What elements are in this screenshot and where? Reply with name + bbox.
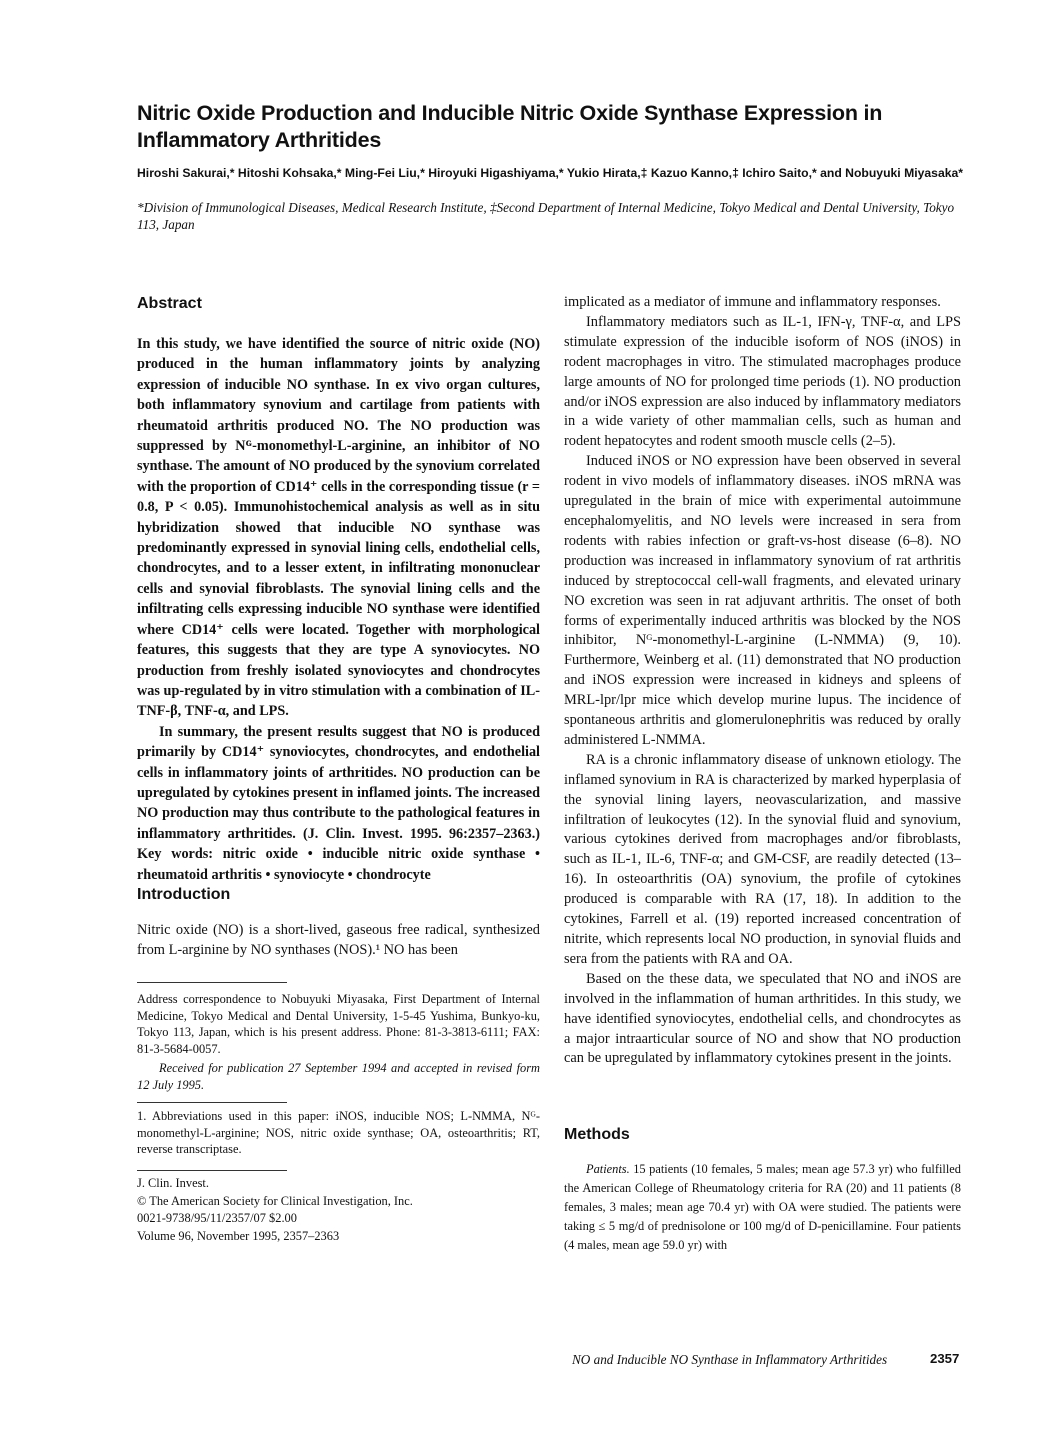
methods-heading: Methods <box>564 1126 630 1143</box>
introduction-paragraph: Nitric oxide (NO) is a short-lived, gaseous free radical, synthesized from L-arginine by NO synthases (NOS).¹ NO has been <box>137 922 540 958</box>
page-number: 2357 <box>930 1351 960 1366</box>
running-head: NO and Inducible NO Synthase in Inflammatory Arthritides <box>572 1352 888 1367</box>
abstract-paragraph: In this study, we have identified the source of nitric oxide (NO) produced in the human inflammatory joints by analyzing expression of inducible NO synthase. In ex vivo organ cultures, both inflammatory synovium and cartilage from patients with rheumatoid arthritis produced NO. The NO production was suppressed by Nᴳ-monomethyl-L-arginine, an inhibitor of NO synthase. The amount of NO produced by the synovium correlated with the proportion of CD14⁺ cells in the corresponding tissue (r = 0.8, P < 0.05). Immunohistochemical analysis as well as in situ hybridization showed that inducible NO synthase was predominantly expressed in synovial lining cells, endothelial cells, chondrocytes, and to a lesser extent, in infiltrating mononuclear cells and synovial fibroblasts. The synovial lining cells and the infiltrating cells expressing inducible NO synthase were identified where CD14⁺ cells were located. Together with morphological features, this suggests that they are type A synoviocytes. NO production from freshly isolated synoviocytes and chondrocytes was up-regulated by in vitro stimulation with a combination of IL-TNF-β, TNF-α, and LPS. <box>137 336 540 720</box>
footnote-divider <box>137 1102 287 1103</box>
journal-name: J. Clin. Invest. <box>137 1176 209 1190</box>
body-paragraph: implicated as a mediator of immune and inflammatory responses. <box>564 294 941 310</box>
body-paragraph: RA is a chronic inflammatory disease of unknown etiology. The inflamed synovium in RA is characterized by marked hyperplasia of the synovial lining layers, neovascularization, and massive infiltration of leukocytes (12). In the synovial fluid and synovium, various cytokines derived from macrophages and/or fibroblasts, such as IL-1, IL-6, TNF-α; and GM-CSF, are readily detected (13–16). In osteoarthritis (OA) synovium, the profile of cytokines produced is comparable with RA (17, 18). In addition to the cytokines, Farrell et al. (19) reported increased concentration of nitrite, which represents local NO production, in synovial fluids and sera from the patients with RA and OA. <box>564 751 961 967</box>
introduction-text <box>137 920 540 960</box>
abbreviations-footnote <box>137 1108 540 1158</box>
methods-runin-heading: Patients. <box>586 1162 630 1176</box>
journal-divider <box>137 1170 287 1171</box>
issn-line: 0021-9738/95/11/2357/07 $2.00 <box>137 1211 297 1225</box>
abstract-text <box>137 334 540 885</box>
footnote-divider <box>137 982 287 983</box>
received-date: Received for publication 27 September 1994 and accepted in revised form 12 July 1995. <box>137 1061 540 1092</box>
introduction-continued <box>564 293 961 1069</box>
affiliation: *Division of Immunological Diseases, Medical Research Institute, ‡Second Department of Internal Medicine, Tokyo Medical and Dental University, Tokyo 113, Japan <box>137 200 955 232</box>
abstract-paragraph: In summary, the present results suggest that NO is produced primarily by CD14⁺ synoviocytes, chondrocytes, and endothelial cells in inflammatory joints of arthritides. NO production can be upregulated by cytokines present in inflamed joints. The increased NO production may thus contribute to the pathological features in inflammatory arthritides. (J. Clin. Invest. 1995. 96:2357–2363.) Key words: nitric oxide • inducible nitric oxide synthase • rheumatoid arthritis • synoviocyte • chondrocyte <box>137 723 540 883</box>
body-paragraph: Induced iNOS or NO expression have been observed in several rodent in vivo models of inflammatory diseases. iNOS mRNA was upregulated in the brain of mice with experimental autoimmune encephalomyelitis, and NO levels were increased in sera from rodents with rabies infection or graft-vs-host disease (6–8). NO production was increased in inflammatory synovium of rat arthritis induced by streptococcal cell-wall fragments, and elevated urinary NO excretion was seen in rat adjuvant arthritis. The onset of both forms of experimentally induced arthritis was blocked by the NOS inhibitor, Nᴳ-monomethyl-L-arginine (L-NMMA) (9, 10). Furthermore, Weinberg et al. (11) demonstrated that NO production and iNOS expression were increased in kidneys and spleens of MRL-lpr/lpr mice which develop murine lupus. The incidence of spontaneous arthritis and glomerulonephritis was reduced by orally administered L-NMMA. <box>564 453 961 748</box>
abstract-heading: Abstract <box>137 295 202 312</box>
volume-line: Volume 96, November 1995, 2357–2363 <box>137 1228 340 1243</box>
introduction-heading: Introduction <box>137 886 231 903</box>
body-paragraph: Based on the these data, we speculated that NO and iNOS are involved in the inflammation of human arthritides. In this study, we have identified synoviocytes, endothelial cells, and chondrocytes as a major intraarticular source of NO and show that NO production can be upregulated by inflammatory cytokines present in the joints. <box>564 970 961 1067</box>
methods-paragraph <box>564 1160 961 1255</box>
footnote-text: 1. Abbreviations used in this paper: iNOS, inducible NOS; L-NMMA, Nᴳ-monomethyl-L-arginine; NOS, nitric oxide synthase; OA, osteoarthritis; RT, reverse transcriptase. <box>137 1109 540 1156</box>
article-title: Nitric Oxide Production and Inducible Nitric Oxide Synthase Expression in Inflammatory Arthritides <box>137 101 883 152</box>
correspondence-note <box>137 991 540 1093</box>
methods-paragraph-text: 15 patients (10 females, 5 males; mean age 57.3 yr) who fulfilled the American College of Rheumatology criteria for RA (20) and 11 patients (8 females, 3 males; mean age 70.4 yr) with OA were studied. The patients were taking ≤ 5 mg/d of prednisolone or 100 mg/d of D-penicillamine. Four patients (4 males, mean age 59.0 yr) with <box>564 1162 961 1252</box>
correspondence-address: Address correspondence to Nobuyuki Miyasaka, First Department of Internal Medicine, Tokyo Medical and Dental University, 1-5-45 Yushima, Bunkyo-ku, Tokyo 113, Japan, which is his present address. Phone: 81-3-3813-6111; FAX: 81-3-5684-0057. <box>137 992 540 1056</box>
journal-info <box>137 1175 540 1245</box>
author-list: Hiroshi Sakurai,* Hitoshi Kohsaka,* Ming-Fei Liu,* Hiroyuki Higashiyama,* Yukio Hirata,‡ Kazuo Kanno,‡ Ichiro Saito,* and Nobuyuki Miyasaka* <box>137 166 964 180</box>
methods-text <box>564 1160 961 1255</box>
body-paragraph: Inflammatory mediators such as IL-1, IFN-γ, TNF-α, and LPS stimulate expression of the inducible isoform of NOS (iNOS) in rodent macrophages in vitro. The stimulated macrophages produce large amounts of NO for prolonged time periods (1). NO production and/or iNOS expression are also induced by inflammatory mediators in a wide variety of other mammalian cells, such as human and rodent hepatocytes and rodent smooth muscle cells (2–5). <box>564 313 961 450</box>
copyright-line: © The American Society for Clinical Investigation, Inc. <box>137 1193 413 1208</box>
